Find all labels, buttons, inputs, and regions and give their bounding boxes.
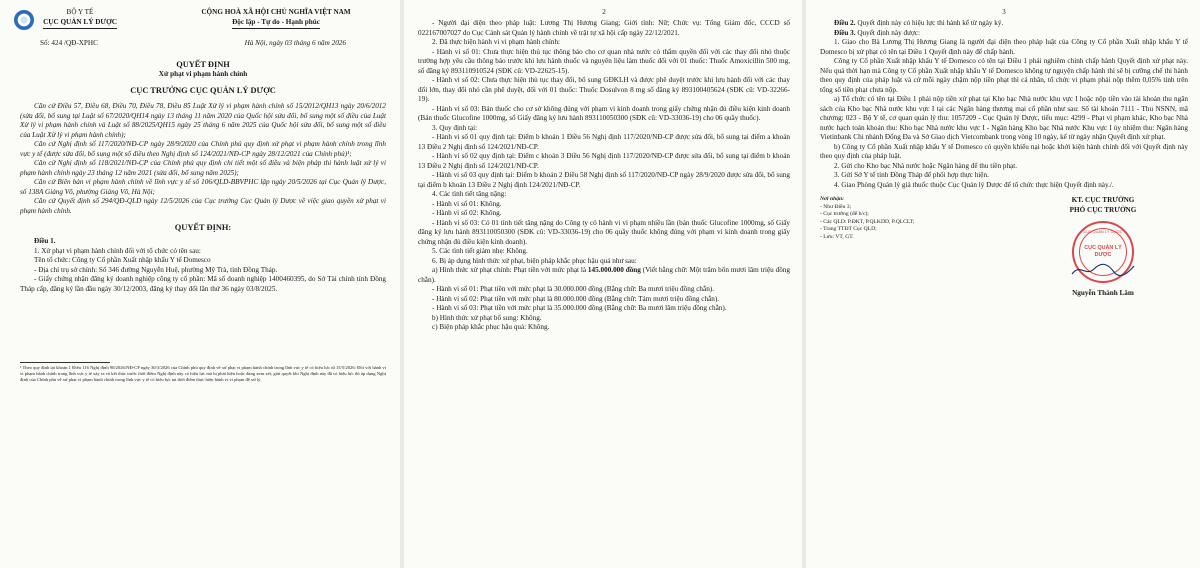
penalty-item: - Hành vi số 01: Phạt tiền với mức phạt là 30.000.000 đồng (Bằng chữ: Ba mươi triệu đồng chẵn). [432,285,714,294]
paragraph: - Hành vi số 03 quy định tại: Điểm b khoản 2 Điều 58 Nghị định số 117/2020/NĐ-CP ngày 28/9/2020 được sửa đổi, bổ sung tại điểm b khoản 13 Điều 2 Nghị định 124/2021/NĐ-CP. [418,171,790,189]
paragraph: - Hành vi số 01 quy định tại: Điểm b khoản 1 Điều 56 Nghị định 117/2020/NĐ-CP được sửa đổi, bổ sung tại điểm a khoản 13 Điều 2 Nghị định số 124/2021/NĐ-CP. [418,133,790,151]
seal-center-text: CỤC QUẢN LÝ DƯỢC [1084,245,1122,258]
recipient-item: - Trang TTĐT Cục QLD; [820,226,877,233]
recipient-item: - Như Điều 3; [820,203,852,210]
recipients-title: Nơi nhận: [820,196,844,203]
paragraph: 5. Các tình tiết giảm nhẹ: Không. [432,247,528,256]
signer-name: Nguyễn Thành Lâm [1072,289,1134,298]
main-penalty-prefix: a) Hình thức xử phạt chính: Phạt tiền với mức phạt là [432,266,588,275]
legal-basis: Căn cứ Nghị định số 118/2021/NĐ-CP của Chính phủ quy định chi tiết một số điều và biện pháp thi hành luật xử lý vi phạm hành chính ngày 23 tháng 12 năm 2021 (sửa đổi, bổ sung năm 2025); [20,159,386,177]
country-name: CỘNG HOÀ XÃ HỘI CHỦ NGHĨA VIỆT NAM [201,8,351,16]
ministry-logo-icon [14,10,34,30]
recipient-item: - Các QLD: P.ĐKT, P.QLKDD, P.QLCLT; [820,218,915,225]
agency-name: CỤC QUẢN LÝ DƯỢC [43,18,117,30]
article-3-text: Quyết định này được: [855,28,920,37]
paragraph: 4. Các tình tiết tăng nặng: [432,190,507,199]
document-title: QUYẾT ĐỊNH [176,59,230,69]
page-1 [0,0,400,568]
national-heading [166,8,386,29]
signer-subtitle: PHÓ CỤC TRƯỞNG [1069,205,1137,214]
paragraph: 4. Giao Phòng Quản lý giá thuốc thuộc Cục Quản lý Dược để tổ chức thực hiện Quyết định này./. [834,180,1114,189]
ministry-name: BỘ Y TẾ [66,8,94,16]
article-2 [820,19,1188,29]
signer-block [1018,196,1188,299]
document-number-row [20,39,386,49]
article-1-heading: Điều 1. [34,237,56,246]
main-penalty [418,266,790,285]
paragraph: 2. Gửi cho Kho bạc Nhà nước hoặc Ngân hàng để thu tiền phạt. [834,161,1018,170]
place-date: Hà Nội, ngày 03 tháng 6 năm 2026 [244,39,346,47]
document-subtitle: Xử phạt vi phạm hành chính [158,69,248,78]
paragraph: - Hành vi số 02: Không. [432,209,502,218]
paragraph: - Hành vi số 03: Có 01 tình tiết tăng nặng do Công ty có hành vi vi phạm nhiều lần (bán thuốc Glucofine 1000mg, số Giấy đăng ký lưu hành 893110050300 (SĐK cũ: VD-33036-19) cho 06 quầy thuốc không đúng với phạm vi kinh doanh trong giấy chứng nhận đủ điều kiện kinh doanh). [418,218,790,246]
paragraph: Công ty Cổ phần Xuất nhập khẩu Y tế Domesco có tên tại Điều 1 phải nghiêm chỉnh chấp hành Quyết định xử phạt này. Nếu quá thời hạn mà Công ty Cổ phần Xuất nhập khẩu Y tế Domesco không tự nguyện chấp hành thì sẽ bị cưỡng chế thi hành theo quy định của pháp luật và cứ mỗi ngày chậm nộp tiền phạt thì cá nhân, tổ chức vi phạm phải nộp thêm 0,05% tính trên tổng số tiền phạt chưa nộp. [820,57,1188,94]
paragraph: a) Tổ chức có tên tại Điều 1 phải nộp tiền xử phạt tại Kho bạc Nhà nước khu vực I hoặc nộp tiền vào tài khoản thu ngân sách của Kho bạc Nhà nước khu vực I tại các Ngân hàng thương mại cổ phần như sau: Số tài khoản 7111 - Thu NSNN, mã chương: 023 - Bộ Y tế, cơ quan quản lý thu: 1057209 - Cục Quản lý Dược, tiểu mục: 4299 - Phạt vi phạm khác, Kho bạc Nhà nước hạch toán khoản thu: Kho bạc Nhà nước khu vực I - Ngân hàng Kho bạc Nhà nước Khu vực I ủy nhiệm thu: Ngân hàng Vietinbank Chi nhánh Đống Đa và Sở Giao dịch Vietcombank trong vòng 10 ngày, kể từ ngày nhận Quyết định xử phạt. [820,95,1188,142]
signature-section [820,196,1188,299]
paragraph: 2. Đã thực hiện hành vi vi phạm hành chính: [432,38,561,47]
paragraph: b) Hình thức xử phạt bổ sung: Không. [432,313,542,322]
paragraph: 3. Gửi Sở Y tế tỉnh Đồng Tháp để phối hợp thực hiện. [834,171,989,180]
paragraph: c) Biện pháp khắc phục hậu quả: Không. [432,323,550,332]
issuing-authority: CỤC TRƯỞNG CỤC QUẢN LÝ DƯỢC [130,86,276,96]
issuer-block [20,8,140,29]
paragraph: 3. Quy định tại: [432,123,478,132]
paragraph: - Hành vi số 01: Chưa thực hiện thủ tục thông báo cho cơ quan nhà nước có thẩm quyền đối với các thay đổi nhỏ thuộc trường hợp yêu cầu thông báo trước khi lưu hành thuốc và nguyên liệu làm thuốc đối với 01 thuốc: Thuốc Amoxicillin 500 mg, số đăng ký 893110910524 (SĐK cũ: VD-22625-15). [418,47,790,75]
legal-bases [20,102,386,216]
recipient-item: - Cục trưởng (để b/c); [820,211,869,218]
paragraph: - Hành vi số 02 quy định tại: Điểm c khoản 3 Điều 56 Nghị định 117/2020/NĐ-CP được sửa đổi, bổ sung tại điểm b khoản 13 Điều 2 Nghị định số 124/2021/NĐ-CP. [418,152,790,170]
legal-basis: Căn cứ Điều 57, Điều 68, Điều 70, Điều 78, Điều 85 Luật Xử lý vi phạm hành chính số 15/2012/QH13 ngày 20/6/2012 (sửa đổi, bổ sung tại Luật số 67/2020/QH14 ngày 13 tháng 11 năm 2020 của Quốc hội sửa đổi, bổ sung một số điều của Luật Xử lý vi phạm hành chính và Luật số 88/2025/QH15 ngày 25 tháng 6 năm 2025 của Quốc hội sửa đổi, bổ sung một số điều của Luật Xử lý vi phạm hành chính); [20,102,386,139]
article-1-line: - Giấy chứng nhận đăng ký doanh nghiệp công ty cổ phần: Mã số doanh nghiệp 1400460395, do Sở Tài chính tỉnh Đồng Tháp cấp, đăng ký lần đầu ngày 30/12/2003, đăng ký thay đổi lần thứ 36 ngày 03/8/2025. [20,275,386,293]
paragraph: - Hành vi số 02: Chưa thực hiện thủ tục thay đổi, bổ sung GĐKLH và được phê duyệt trước khi lưu hành đối với các thay đổi lớn, thay đổi nhỏ cần phê duyệt, đối với 01 thuốc: Thuốc Dosulvon 8 mg số đăng ký 893100405624 (SĐK cũ: VD-32266-19). [418,76,790,104]
footnote-separator [20,362,110,363]
article-1-line: - Địa chỉ trụ sở chính: Số 346 đường Nguyễn Huệ, phường Mỹ Trà, tỉnh Đồng Tháp. [34,265,278,274]
decision-heading: QUYẾT ĐỊNH: [174,223,232,233]
article-2-label: Điều 2. [834,19,856,28]
legal-basis: Căn cứ Biên bản vi phạm hành chính về lĩnh vực y tế số 106/QLD-BBVPHC lập ngày 20/5/2026 tại Cục Quản lý Dược, số 138A Giảng Võ, phường Giảng Võ, Hà Nội; [20,178,386,196]
paragraph: b) Công ty Cổ phần Xuất nhập khẩu Y tế Domesco có quyền khiếu nại hoặc khởi kiện hành chính đối với Quyết định này theo quy định của pháp luật. [820,142,1188,161]
recipient-item: - Lưu: VT, GT. [820,233,854,240]
paragraph: - Hành vi số 01: Không. [432,199,502,208]
page-3 [806,0,1200,568]
page-2 [404,0,802,568]
article-2-text: Quyết định này có hiệu lực thi hành kể từ ngày ký. [855,19,1004,28]
article-1-line: Tên tổ chức: Công ty Cổ phần Xuất nhập khẩu Y tế Domesco [34,256,211,265]
paragraph: - Hành vi số 03: Bán thuốc cho cơ sở không đúng với phạm vi kinh doanh trong giấy chứng nhận đủ điều kiện kinh doanh (Bán thuốc Glucofine 1000mg, số Giấy đăng ký lưu hành 893110050300 (SĐK cũ: VD-33036-19) cho 06 quầy thuốc). [418,104,790,123]
article-3 [820,29,1188,39]
main-penalty-suffix: (Viết bằng chữ: Một trăm bốn mươi lăm triệu đồng chẵn). [418,266,790,284]
penalty-item: - Hành vi số 02: Phạt tiền với mức phạt là 80.000.000 đồng (Bằng chữ: Tám mươi triệu đồng chẵn). [432,294,720,303]
footnote: ¹ Theo quy định tại khoản 1 Điều 116 Nghị định 90/2026/NĐ-CP ngày 30/3/2026 của Chính phủ quy định về xử phạt vi phạm hành chính trong lĩnh vực y tế có hiệu lực từ 15/5/2026: Đối với hành vi vi phạm hành chính trong lĩnh vực y tế xảy ra và kết thúc trước thời điểm Nghị định này có hiệu lực mà bị phát hiện hoặc đang xem xét, giải quyết khi Nghị định này đã có hiệu lực thì áp dụng Nghị định của Chính phủ về xử phạt vi phạm hành chính trong lĩnh vực y tế có hiệu lực tại thời điểm thực hiện hành vi vi phạm để xử lý. [20,365,386,383]
document-number: Số: 424 /QĐ-XPHC [40,39,98,47]
page-number: 3 [1002,8,1006,16]
main-penalty-amount: 145.000.000 đồng [587,266,641,275]
paragraph: - Người đại diện theo pháp luật: Lương Thị Hương Giang; Giới tính: Nữ; Chức vụ: Tổng Giám đốc, CCCD số 022167007027 do Cục Cảnh sát Quản lý hành chính về trật tự xã hội cấp ngày 22/12/2021. [418,19,790,37]
legal-basis: Căn cứ Quyết định số 294/QĐ-QLD ngày 12/5/2026 của Cục trưởng Cục Quản lý Dược về việc giao quyền xử phạt vi phạm hành chính. [20,197,386,215]
document-header [20,8,386,29]
paragraph: 6. Bị áp dụng hình thức xử phạt, biện pháp khắc phục hậu quả như sau: [432,256,637,265]
signer-title: KT. CỤC TRƯỞNG [1071,196,1135,205]
signature-icon [1068,261,1138,279]
legal-basis: Căn cứ Nghị định số 117/2020/NĐ-CP ngày 28/9/2020 của Chính phủ quy định xử phạt vi phạm hành chính trong lĩnh vực y tế (được sửa đổi, bổ sung một số điều theo Nghị định số 124/2021/NĐ-CP ngày 28/12/2021 của Chính phủ)¹; [20,140,386,158]
seal-ring-text: CỤC QUẢN LÝ DƯỢC [1083,230,1123,235]
national-motto: Độc lập - Tự do - Hạnh phúc [232,18,320,30]
violation-details [418,19,790,333]
page-number: 2 [602,8,606,16]
article-3-label: Điều 3. [834,28,856,37]
penalty-item: - Hành vi số 03: Phạt tiền với mức phạt là 35.000.000 đồng (Bằng chữ: Ba mươi lăm triệu đồng chẵn). [432,304,727,313]
article-1-line: 1. Xử phạt vi phạm hành chính đối với tổ chức có tên sau: [34,246,201,255]
paragraph: 1. Giao cho Bà Lương Thị Hương Giang là người đại diện theo pháp luật của Công ty Cổ phần Xuất nhập khẩu Y tế Domesco bị xử phạt có tên tại Điều 1 Quyết định này để chấp hành. [820,38,1188,56]
recipients-block [820,196,990,299]
